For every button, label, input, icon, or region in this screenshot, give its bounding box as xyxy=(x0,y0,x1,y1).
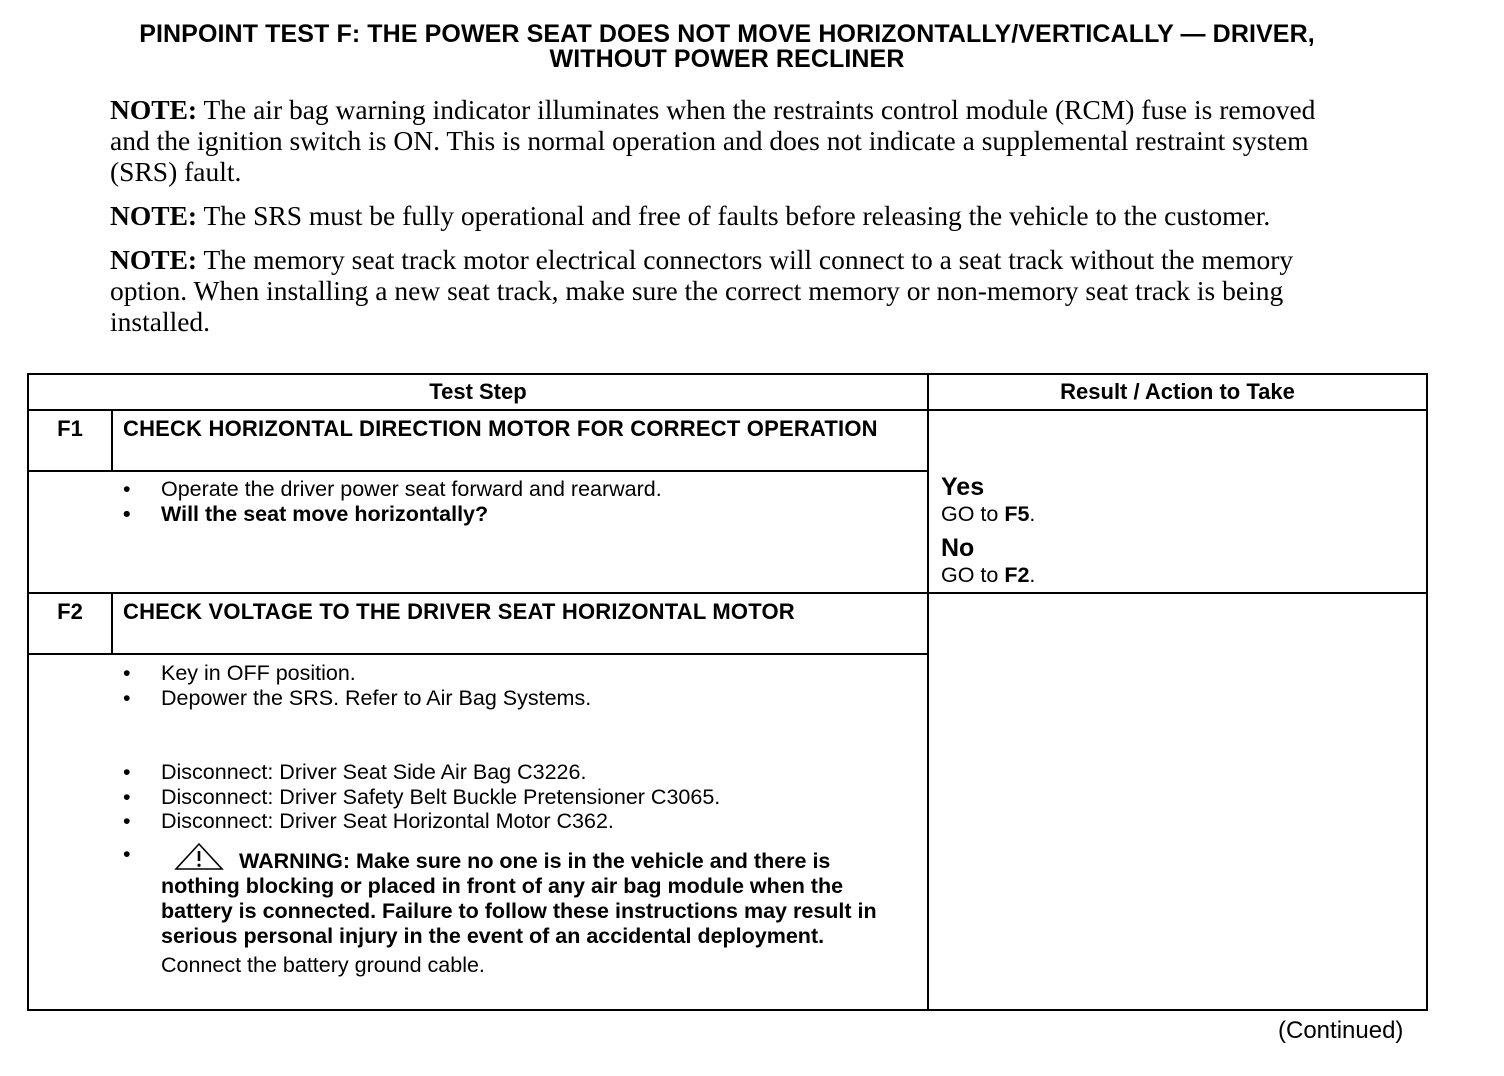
f1-f2-divider xyxy=(29,592,1426,594)
list-item: • Disconnect: Driver Seat Side Air Bag C3226. xyxy=(123,760,587,784)
notes-section xyxy=(110,94,1350,350)
note-rcm-fuse xyxy=(110,94,1350,187)
list-item: • Disconnect: Driver Safety Belt Buckle Pretensioner C3065. xyxy=(123,784,721,809)
yes-label: Yes xyxy=(941,473,985,501)
note-label: NOTE: xyxy=(110,244,198,275)
goto-f2-link[interactable]: F2 xyxy=(1004,563,1030,587)
warning-item: • WARNING: Make sure no one is in the vehicle and there is nothing blocking or placed in front of any air bag module when the battery is connected. Failure to follow these instructions may result in serious personal injury in the event of an accidental deployment. Connect the battery ground cable. xyxy=(121,842,901,978)
title-line-2: WITHOUT POWER RECLINER xyxy=(549,45,905,73)
yes-action: GO to F5. xyxy=(941,502,1036,526)
f1-bullets xyxy=(121,477,901,526)
step-id-f2: F2 xyxy=(57,599,83,624)
note-label: NOTE: xyxy=(110,200,198,231)
warning-text: WARNING: Make sure no one is in the vehicle and there is nothing blocking or placed in front of any air bag module when the battery is connected. Failure to follow these instructions may result in serious personal injury in the event of an accidental deployment. xyxy=(161,849,877,948)
list-item: • Disconnect: Driver Seat Horizontal Motor C362. xyxy=(123,809,614,833)
step-id-f1: F1 xyxy=(57,416,83,441)
no-action: GO to F2. xyxy=(941,563,1036,587)
list-item: • Will the seat move horizontally? xyxy=(123,501,489,526)
note-text: The air bag warning indicator illuminates when the restraints control module (RCM) fuse is removed and the ignition switch is ON. This is normal operation and does not indicate a supplemental restraint system (SRS) fault. xyxy=(110,94,1316,187)
f2-id-divider xyxy=(111,592,113,654)
f1-id-divider xyxy=(111,409,113,471)
f2-warning-list xyxy=(121,842,901,978)
title-line-1: PINPOINT TEST F: THE POWER SEAT DOES NOT MOVE HORIZONTALLY/VERTICALLY — DRIVER, xyxy=(139,20,1315,48)
pinpoint-test-table xyxy=(27,373,1428,1011)
no-label: No xyxy=(941,534,975,562)
note-text: The memory seat track motor electrical connectors will connect to a seat track without the memory option. When installing a new seat track, make sure the correct memory or non-memory seat track is being installed. xyxy=(110,244,1294,337)
header-test-step: Test Step xyxy=(429,379,527,404)
note-memory-seat-track xyxy=(110,244,1350,337)
f1-result xyxy=(941,474,1411,588)
f2-bullets-b xyxy=(121,760,901,834)
page-title xyxy=(30,22,1424,72)
note-label: NOTE: xyxy=(110,94,198,125)
list-item: • Depower the SRS. Refer to Air Bag Systems. xyxy=(123,685,592,710)
f2-title-divider xyxy=(29,653,927,655)
warning-triangle-icon xyxy=(173,842,225,872)
list-item: • Key in OFF position. xyxy=(123,661,356,685)
column-divider xyxy=(927,375,929,1009)
step-title-f2: CHECK VOLTAGE TO THE DRIVER SEAT HORIZONTAL MOTOR xyxy=(123,599,795,624)
continued-label: (Continued) xyxy=(1278,1017,1404,1044)
f1-title-divider xyxy=(29,470,927,472)
note-text: The SRS must be fully operational and free of faults before releasing the vehicle to the customer. xyxy=(197,200,1271,231)
f2-bullets-a xyxy=(121,661,901,710)
connect-battery-text: Connect the battery ground cable. xyxy=(161,953,485,977)
note-srs-operational xyxy=(110,200,1350,231)
step-title-f1: CHECK HORIZONTAL DIRECTION MOTOR FOR CORRECT OPERATION xyxy=(123,416,878,441)
goto-f5-link[interactable]: F5 xyxy=(1004,502,1030,526)
header-divider xyxy=(29,409,1426,411)
list-item: • Operate the driver power seat forward and rearward. xyxy=(123,477,662,501)
header-result-action: Result / Action to Take xyxy=(1060,379,1295,404)
